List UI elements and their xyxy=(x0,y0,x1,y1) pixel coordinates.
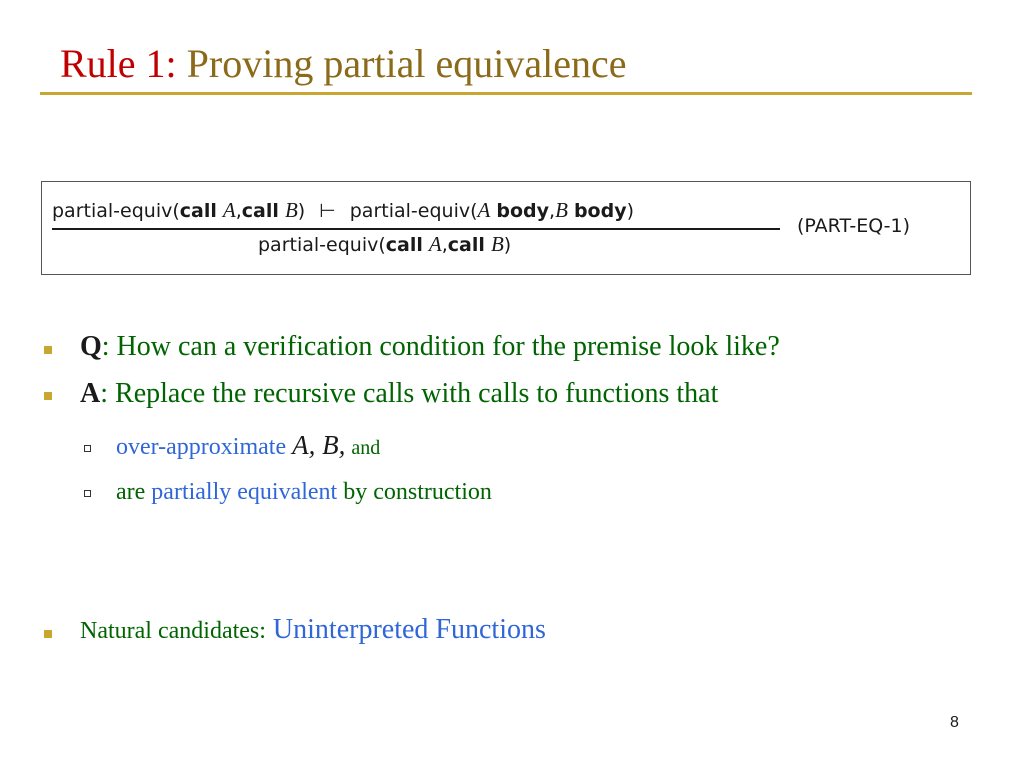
premise-fn-right: partial-equiv( xyxy=(349,200,478,222)
var-a-3: A xyxy=(428,232,442,256)
sub2-suffix: by construction xyxy=(343,479,492,505)
comma-2: , xyxy=(549,200,556,222)
title-underline xyxy=(40,92,972,95)
title-text: Proving partial equivalence xyxy=(186,41,627,86)
rule-premise xyxy=(52,198,634,223)
title-prefix: Rule 1: xyxy=(60,41,177,86)
sub-item-and: and xyxy=(351,437,381,459)
bullet-square-icon xyxy=(44,346,52,354)
rule-name-label: (PART-EQ-1) xyxy=(797,215,911,237)
inference-line xyxy=(52,228,780,230)
question-label: Q xyxy=(80,331,102,362)
kw-body-2: body xyxy=(573,200,627,222)
question-line xyxy=(80,330,780,364)
over-approximate-text: over-approximate xyxy=(116,434,287,460)
premise-fn-left: partial-equiv( xyxy=(52,200,180,222)
page-number: 8 xyxy=(950,714,959,731)
comma-1: , xyxy=(235,200,242,222)
bullet-square-icon xyxy=(44,630,52,638)
kw-call-4: call xyxy=(447,234,485,256)
partially-equivalent-text: partially equivalent xyxy=(151,479,338,505)
kw-call-1: call xyxy=(179,200,217,222)
kw-body-1: body xyxy=(496,200,550,222)
sub-item-over-approximate xyxy=(116,430,380,463)
kw-call-2: call xyxy=(241,200,279,222)
turnstile-symbol: ⊢ xyxy=(319,200,336,222)
bullet-square-icon xyxy=(44,392,52,400)
inference-rule-box xyxy=(41,181,971,275)
var-b-2: B xyxy=(555,198,568,222)
answer-text: : Replace the recursive calls with calls to functions that xyxy=(100,378,719,409)
answer-line xyxy=(80,377,718,411)
comma-3: , xyxy=(441,234,448,256)
close-paren-3: ) xyxy=(503,234,512,256)
var-a-2: A xyxy=(477,198,491,222)
uninterpreted-functions-text: Uninterpreted Functions xyxy=(272,614,546,645)
var-b-1: B xyxy=(284,198,298,222)
natural-candidates-label: Natural candidates: xyxy=(80,618,266,644)
question-text: : How can a verification condition for the premise look like? xyxy=(101,331,780,362)
close-paren-2: ) xyxy=(626,200,634,222)
var-a-1: A xyxy=(222,198,236,222)
sub-item-partially-equivalent xyxy=(116,477,492,507)
close-paren-1: ) xyxy=(297,200,306,222)
conclusion-fn: partial-equiv( xyxy=(258,234,386,256)
rule-conclusion xyxy=(258,232,511,257)
hollow-square-bullet-icon xyxy=(84,490,91,497)
natural-candidates-line xyxy=(80,613,546,648)
slide-title xyxy=(60,38,627,90)
hollow-square-bullet-icon xyxy=(84,445,91,452)
var-b-3: B xyxy=(490,232,504,256)
answer-label: A xyxy=(80,378,101,409)
sub-item-math: A, B, xyxy=(292,430,346,460)
kw-call-3: call xyxy=(385,234,423,256)
sub2-prefix: are xyxy=(116,479,146,505)
